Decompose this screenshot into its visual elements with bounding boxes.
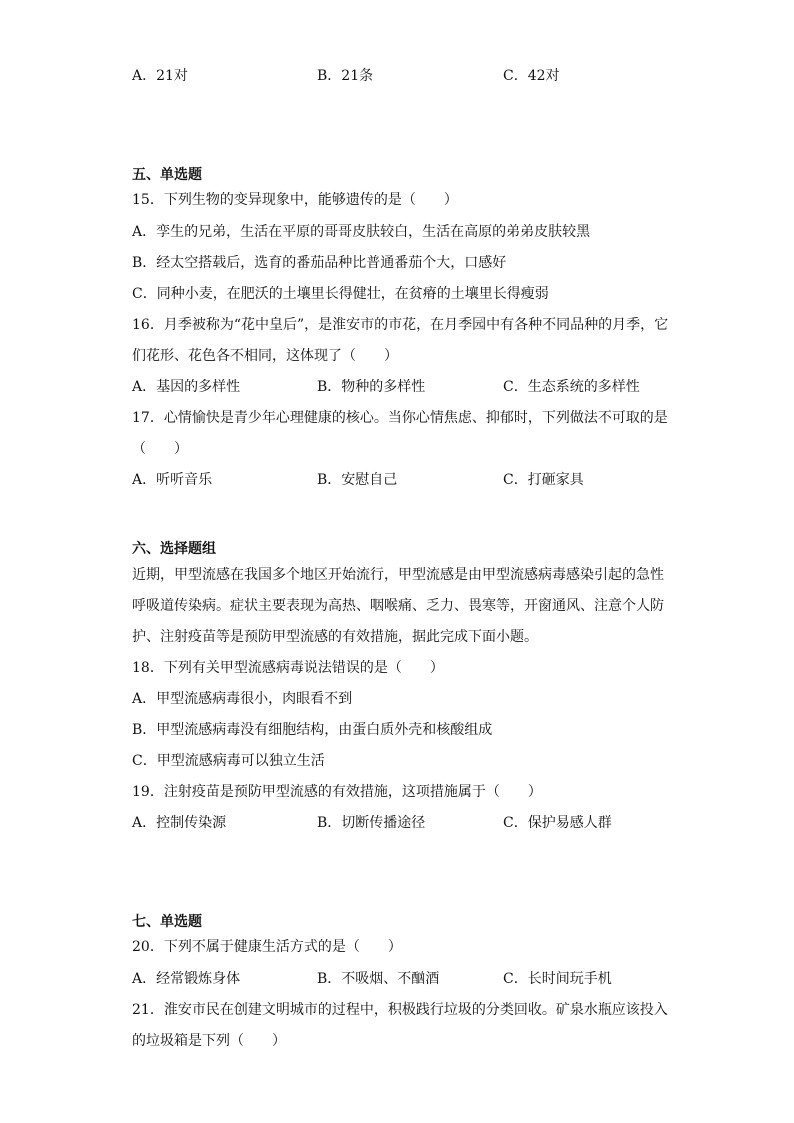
q19-option-a: A．控制传染源 <box>132 815 227 831</box>
q19-option-b: B．切断传播途径 <box>317 815 426 831</box>
q20-option-b: B．不吸烟、不酗酒 <box>317 971 440 987</box>
q18-option-b: B．甲型流感病毒没有细胞结构，由蛋白质外壳和核酸组成 <box>132 722 493 738</box>
q20-option-a: A．经常锻炼身体 <box>132 971 241 987</box>
section-7-title: 七、单选题 <box>132 914 202 930</box>
q19-option-c: C．保护易感人群 <box>503 815 612 831</box>
q18-stem: 18．下列有关甲型流感病毒说法错误的是（ ） <box>132 660 444 676</box>
q16-option-a: A．基因的多样性 <box>132 379 241 395</box>
q16-option-c: C．生态系统的多样性 <box>503 379 640 395</box>
q17-option-c: C．打砸家具 <box>503 472 584 488</box>
q21-stem-line1: 21．淮安市民在创建文明城市的过程中，积极践行垃圾的分类回收。矿泉水瓶应该投入 <box>132 1002 668 1018</box>
q16-option-b: B．物种的多样性 <box>317 379 426 395</box>
q15-stem: 15．下列生物的变异现象中，能够遗传的是（ ） <box>132 192 458 208</box>
q17-option-b: B．安慰自己 <box>317 472 398 488</box>
q18-option-c: C．甲型流感病毒可以独立生活 <box>132 753 325 769</box>
section-6-title: 六、选择题组 <box>132 541 216 557</box>
q14-option-b: B．21条 <box>317 68 374 84</box>
q17-stem-line1: 17．心情愉快是青少年心理健康的核心。当你心情焦虑、抑郁时，下列做法不可取的是 <box>132 410 668 426</box>
q16-stem-line1: 16．月季被称为“花中皇后”，是淮安市的市花，在月季园中有各种不同品种的月季，它 <box>132 317 669 333</box>
q15-option-b: B．经太空搭载后，选育的番茄品种比普通番茄个大，口感好 <box>132 255 507 271</box>
section-5-title: 五、单选题 <box>132 167 202 183</box>
passage-line-1: 近期，甲型流感在我国多个地区开始流行，甲型流感是由甲型流感病毒感染引起的急性 <box>132 567 664 583</box>
q16-stem-line2: 们花形、花色各不相同，这体现了（ ） <box>132 348 398 364</box>
q19-stem: 19．注射疫苗是预防甲型流感的有效措施，这项措施属于（ ） <box>132 784 542 800</box>
q14-option-c: C．42对 <box>503 68 560 84</box>
q15-option-c: C．同种小麦，在肥沃的土壤里长得健壮，在贫瘠的土壤里长得瘦弱 <box>132 286 549 302</box>
q17-option-a: A．听听音乐 <box>132 472 213 488</box>
q21-stem-line2: 的垃圾箱是下列（ ） <box>132 1033 286 1049</box>
q20-stem: 20．下列不属于健康生活方式的是（ ） <box>132 939 402 955</box>
q14-option-a: A．21对 <box>132 68 188 84</box>
passage-line-3: 护、注射疫苗等是预防甲型流感的有效措施，据此完成下面小题。 <box>132 629 538 645</box>
passage-line-2: 呼吸道传染病。症状主要表现为高热、咽喉痛、乏力、畏寒等，开窗通风、注意个人防 <box>132 598 664 614</box>
q17-stem-line2: （ ） <box>132 441 188 457</box>
q15-option-a: A．孪生的兄弟，生活在平原的哥哥皮肤较白，生活在高原的弟弟皮肤较黑 <box>132 224 591 240</box>
q18-option-a: A．甲型流感病毒很小，肉眼看不到 <box>132 691 353 707</box>
q20-option-c: C．长时间玩手机 <box>503 971 612 987</box>
